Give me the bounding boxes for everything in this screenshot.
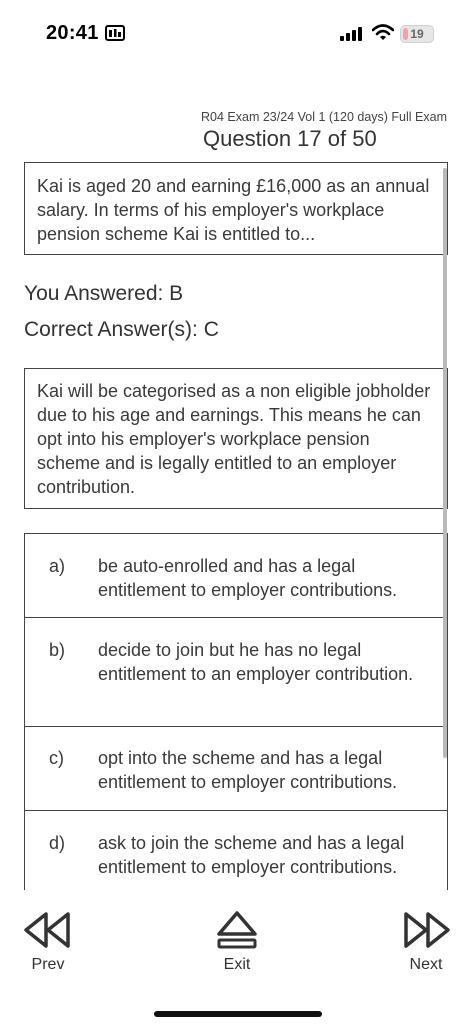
option-letter: b)	[49, 640, 66, 660]
contact-card-icon	[105, 25, 125, 41]
fast-forward-icon	[400, 910, 452, 950]
options-list	[24, 533, 448, 890]
question-box	[24, 162, 448, 255]
exit-label: Exit	[223, 956, 251, 973]
prev-label: Prev	[31, 956, 65, 973]
question-counter: Question 17 of 50	[203, 126, 377, 151]
option-text: opt into the scheme and has a legal entitlement to employer contributions.	[98, 748, 398, 792]
status-time: 20:41	[46, 22, 99, 44]
signal-icon	[340, 27, 364, 41]
explanation-box	[24, 368, 448, 509]
exam-name: R04 Exam 23/24 Vol 1 (120 days) Full Exam	[201, 110, 447, 124]
option-letter: a)	[49, 556, 66, 576]
question-text: Kai is aged 20 and earning £16,000 as an annual salary. In terms of his employer's workplace pension scheme Kai is entitled to...	[37, 176, 430, 244]
explanation-text: Kai will be categorised as a non eligible jobholder due to his age and earnings. This means he can opt into his employer's workplace pension scheme and is legally entitled to an employer contribution.	[37, 381, 431, 497]
option-text: decide to join but he has no legal entitlement to an employer contribution.	[98, 640, 414, 684]
option-letter: d)	[49, 833, 66, 853]
option-b[interactable]	[24, 618, 448, 727]
home-indicator[interactable]	[154, 1011, 322, 1017]
battery-icon	[400, 25, 434, 43]
next-button[interactable]	[386, 910, 466, 990]
eject-icon	[211, 910, 263, 950]
wifi-icon	[372, 24, 394, 41]
rewind-icon	[22, 910, 74, 950]
option-text: ask to join the scheme and has a legal entitlement to employer contributions.	[98, 833, 405, 877]
prev-button[interactable]	[8, 910, 88, 990]
next-label: Next	[409, 956, 443, 973]
exit-button[interactable]	[197, 910, 277, 990]
you-answered: You Answered: B	[24, 282, 184, 305]
scrollbar[interactable]	[443, 168, 447, 758]
correct-answer: Correct Answer(s): C	[24, 318, 219, 341]
option-d[interactable]	[24, 811, 448, 890]
option-text: be auto-enrolled and has a legal entitlement to employer contributions.	[98, 556, 398, 600]
option-a[interactable]	[24, 534, 448, 618]
status-bar	[0, 0, 474, 70]
option-c[interactable]	[24, 727, 448, 811]
option-letter: c)	[49, 748, 64, 768]
battery-text: 19	[410, 27, 424, 41]
